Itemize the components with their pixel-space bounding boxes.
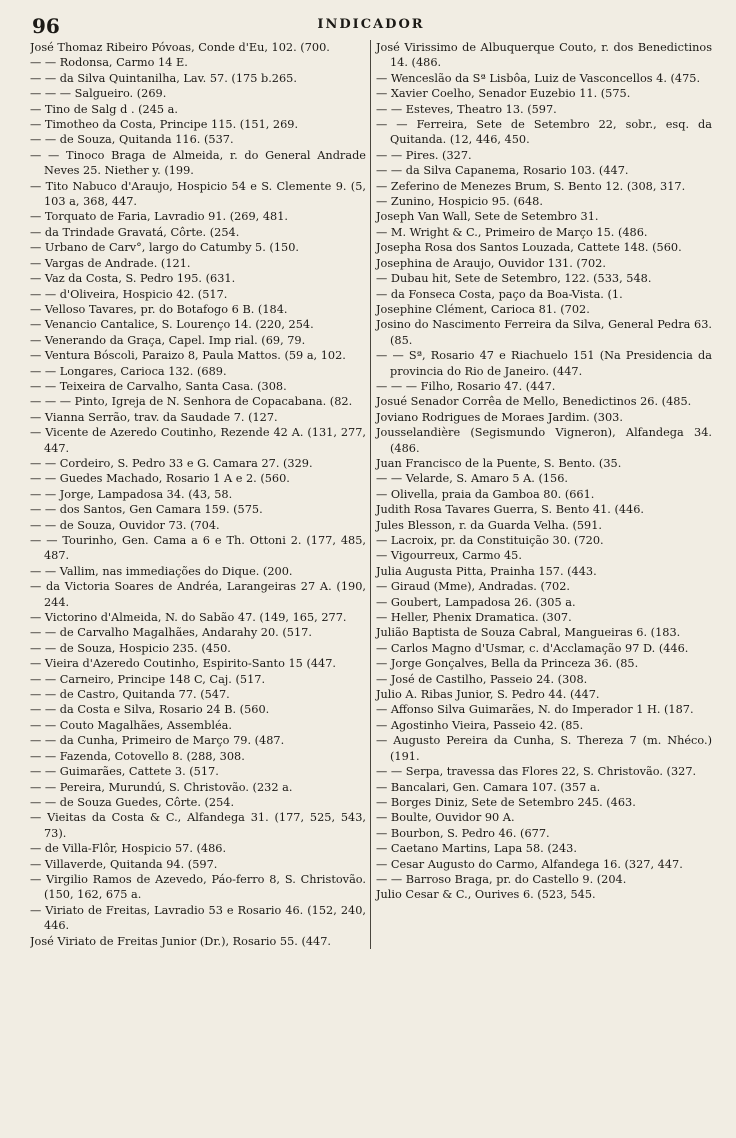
directory-entry: — Wenceslão da Sª Lisbôa, Luiz de Vasconcellos 4. (475. bbox=[376, 71, 701, 85]
directory-entry: — Velloso Tavares, pr. do Botafogo 6 B. (184. bbox=[30, 302, 288, 316]
directory-entry: — Affonso Silva Guimarães, N. do Imperador 1 H. (187. bbox=[376, 703, 694, 717]
directory-entry: — — Teixeira de Carvalho, Santa Casa. (308. bbox=[30, 379, 287, 393]
directory-entry: — Augusto Pereira da Cunha, S. Thereza 7 (m. Nhéco.) (191. bbox=[376, 734, 712, 763]
directory-entry: Julião Baptista de Souza Cabral, Mangueiras 6. (183. bbox=[376, 626, 681, 640]
directory-entry: — — Rodonsa, Carmo 14 E. bbox=[30, 56, 188, 70]
directory-columns bbox=[30, 40, 712, 949]
directory-entry: — — Guedes Machado, Rosario 1 A e 2. (560. bbox=[30, 472, 290, 486]
directory-entry: — — — Pinto, Igreja de N. Senhora de Copacabana. (82. bbox=[30, 395, 353, 409]
directory-entry: — Urbano de Carv°, largo do Catumby 5. (150. bbox=[30, 241, 299, 255]
directory-entry: — Goubert, Lampadosa 26. (305 a. bbox=[376, 595, 576, 609]
directory-entry: — Vigourreux, Carmo 45. bbox=[376, 549, 522, 563]
directory-entry: — — Barroso Braga, pr. do Castello 9. (204. bbox=[376, 872, 627, 886]
directory-entry: José Virissimo de Albuquerque Couto, r. dos Benedictinos 14. (486. bbox=[376, 41, 712, 70]
directory-entry: — — de Souza, Ouvidor 73. (704. bbox=[30, 518, 220, 532]
directory-entry: — Caetano Martins, Lapa 58. (243. bbox=[376, 842, 577, 856]
directory-entry: — Dubau hit, Sete de Setembro, 122. (533, 548. bbox=[376, 272, 652, 286]
directory-entry: — Bancalari, Gen. Camara 107. (357 a. bbox=[376, 780, 601, 794]
directory-entry: — — Fazenda, Cotovello 8. (288, 308. bbox=[30, 749, 245, 763]
directory-entry: Joseph Van Wall, Sete de Setembro 31. bbox=[376, 210, 599, 224]
directory-entry: — — da Silva Quintanilha, Lav. 57. (175 b.265. bbox=[30, 71, 297, 85]
directory-entry: — da Fonseca Costa, paço da Boa-Vista. (1. bbox=[376, 287, 623, 301]
directory-entry: — Virgilio Ramos de Azevedo, Páo-ferro 8, S. Christovão. (150, 162, 675 a. bbox=[30, 872, 366, 902]
directory-entry: — — Vallim, nas immediações do Dique. (200. bbox=[30, 564, 293, 578]
directory-entry: Josué Senador Corrêa de Mello, Benedictinos 26. (485. bbox=[376, 395, 692, 409]
directory-entry: — — de Souza, Hospicio 235. (450. bbox=[30, 641, 231, 655]
directory-entry: Josepha Rosa dos Santos Louzada, Cattete 148. (560. bbox=[376, 241, 682, 255]
directory-entry: — José de Castilho, Passeio 24. (308. bbox=[376, 672, 588, 686]
directory-entry: — Giraud (Mme), Andradas. (702. bbox=[376, 580, 571, 594]
directory-entry: — — — Salgueiro. (269. bbox=[30, 87, 167, 101]
directory-entry: — Ventura Bóscoli, Paraizo 8, Paula Mattos. (59 a, 102. bbox=[30, 349, 346, 363]
directory-entry: — — d'Oliveira, Hospicio 42. (517. bbox=[30, 287, 228, 301]
directory-entry: — Tino de Salg d . (245 a. bbox=[30, 102, 179, 116]
directory-entry: — Venancio Cantalice, S. Lourenço 14. (220, 254. bbox=[30, 318, 314, 332]
directory-entry: Josino do Nascimento Ferreira da Silva, General Pedra 63. (85. bbox=[376, 318, 712, 347]
directory-entry: — Villaverde, Quitanda 94. (597. bbox=[30, 857, 218, 871]
directory-entry: — Viriato de Freitas, Lavradio 53 e Rosario 46. (152, 240, 446. bbox=[30, 903, 366, 933]
directory-entry: — Venerando da Graça, Capel. Imp rial. (69, 79. bbox=[30, 333, 306, 347]
directory-entry: — Vaz da Costa, S. Pedro 195. (631. bbox=[30, 272, 236, 286]
directory-entry: — Timotheo da Costa, Principe 115. (151, 269. bbox=[30, 118, 299, 132]
directory-entry: — Boulte, Ouvidor 90 A. bbox=[376, 811, 515, 825]
directory-entry: — — — Filho, Rosario 47. (447. bbox=[376, 379, 556, 393]
directory-entry: — Zunino, Hospicio 95. (648. bbox=[376, 195, 543, 209]
directory-entry: — Xavier Coelho, Senador Euzebio 11. (575. bbox=[376, 87, 631, 101]
running-head: INDICADOR bbox=[317, 17, 425, 32]
directory-entry: Julio A. Ribas Junior, S. Pedro 44. (447. bbox=[376, 688, 600, 702]
directory-entry: — Lacroix, pr. da Constituição 30. (720. bbox=[376, 534, 604, 547]
directory-entry: — — da Silva Capanema, Rosario 103. (447. bbox=[376, 164, 629, 178]
page-header bbox=[30, 14, 712, 40]
directory-entry: José Viriato de Freitas Junior (Dr.), Rosario 55. (447. bbox=[30, 934, 332, 948]
directory-entry: — — Tinoco Braga de Almeida, r. do General Andrade Neves 25. Niether y. (199. bbox=[30, 148, 366, 178]
directory-entry: — — de Souza, Quitanda 116. (537. bbox=[30, 133, 234, 147]
directory-entry: — Torquato de Faria, Lavradio 91. (269, 481. bbox=[30, 210, 289, 224]
directory-entry: — Bourbon, S. Pedro 46. (677. bbox=[376, 826, 550, 840]
directory-entry: — Borges Diniz, Sete de Setembro 245. (463. bbox=[376, 795, 636, 809]
directory-entry: — — da Costa e Silva, Rosario 24 B. (560. bbox=[30, 703, 270, 717]
directory-entry: — Vargas de Andrade. (121. bbox=[30, 256, 191, 270]
directory-entry: — — Pires. (327. bbox=[376, 148, 472, 162]
directory-entry: — — Carneiro, Principe 148 C, Caj. (517. bbox=[30, 672, 266, 686]
directory-entry: Julia Augusta Pitta, Prainha 157. (443. bbox=[376, 564, 597, 578]
directory-entry: Judith Rosa Tavares Guerra, S. Bento 41. (446. bbox=[376, 503, 645, 517]
directory-entry: — — Ferreira, Sete de Setembro 22, sobr., esq. da Quitanda. (12, 446, 450. bbox=[376, 118, 712, 147]
directory-entry: — da Trindade Gravatá, Côrte. (254. bbox=[30, 225, 240, 239]
directory-entry: — — de Carvalho Magalhães, Andarahy 20. (517. bbox=[30, 626, 312, 640]
directory-entry: Josephina de Araujo, Ouvidor 131. (702. bbox=[376, 256, 606, 270]
directory-entry: — Jorge Gonçalves, Bella da Princeza 36. (85. bbox=[376, 657, 639, 671]
directory-entry: — — Couto Magalhães, Assembléa. bbox=[30, 718, 232, 732]
left-column bbox=[30, 40, 371, 949]
directory-entry: — Carlos Magno d'Usmar, c. d'Acclamação 97 D. (446. bbox=[376, 641, 689, 655]
directory-entry: — Heller, Phenix Dramatica. (307. bbox=[376, 611, 572, 625]
directory-entry: Julio Cesar & C., Ourives 6. (523, 545. bbox=[376, 888, 596, 902]
directory-entry: — — Serpa, travessa das Flores 22, S. Christovão. (327. bbox=[376, 765, 697, 779]
directory-entry: José Thomaz Ribeiro Póvoas, Conde d'Eu, 102. (700. bbox=[30, 41, 330, 54]
directory-entry: — Olivella, praia da Gamboa 80. (661. bbox=[376, 487, 595, 501]
directory-entry: — Tito Nabuco d'Araujo, Hospicio 54 e S. Clemente 9. (5, 103 a, 368, 447. bbox=[30, 179, 366, 209]
right-column bbox=[371, 40, 712, 949]
directory-entry: — Vianna Serrão, trav. da Saudade 7. (127. bbox=[30, 410, 278, 424]
directory-entry: — Agostinho Vieira, Passeio 42. (85. bbox=[376, 718, 584, 732]
directory-entry: — — da Cunha, Primeiro de Março 79. (487. bbox=[30, 734, 285, 748]
directory-entry: — — Esteves, Theatro 13. (597. bbox=[376, 102, 557, 116]
directory-entry: — — dos Santos, Gen Camara 159. (575. bbox=[30, 503, 263, 517]
directory-entry: — Cesar Augusto do Carmo, Alfandega 16. (327, 447. bbox=[376, 857, 683, 871]
directory-entry: — da Victoria Soares de Andréa, Larangeiras 27 A. (190, 244. bbox=[30, 580, 366, 609]
directory-entry: Josephine Clément, Carioca 81. (702. bbox=[376, 302, 590, 316]
directory-entry: — Vieitas da Costa & C., Alfandega 31. (177, 525, 543, 73). bbox=[30, 811, 366, 840]
directory-entry: — — Tourinho, Gen. Cama a 6 e Th. Ottoni 2. (177, 485, 487. bbox=[30, 534, 366, 563]
directory-entry: — — de Souza Guedes, Côrte. (254. bbox=[30, 795, 235, 809]
directory-entry: — de Villa-Flôr, Hospicio 57. (486. bbox=[30, 842, 227, 856]
directory-entry: Juan Francisco de la Puente, S. Bento. (35. bbox=[376, 456, 622, 470]
page-number: 96 bbox=[32, 14, 60, 38]
directory-entry: — — Cordeiro, S. Pedro 33 e G. Camara 27. (329. bbox=[30, 456, 313, 470]
directory-entry: — Victorino d'Almeida, N. do Sabão 47. (149, 165, 277. bbox=[30, 611, 347, 625]
directory-entry: — — Pereira, Murundú, S. Christovão. (232 a. bbox=[30, 780, 293, 794]
directory-entry: — — Guimarães, Cattete 3. (517. bbox=[30, 765, 219, 779]
directory-entry: Jules Blesson, r. da Guarda Velha. (591. bbox=[376, 518, 603, 532]
directory-entry: — Zeferino de Menezes Brum, S. Bento 12. (308, 317. bbox=[376, 179, 686, 193]
directory-entry: — — Velarde, S. Amaro 5 A. (156. bbox=[376, 472, 569, 486]
directory-entry: — M. Wright & C., Primeiro de Março 15. (486. bbox=[376, 225, 648, 239]
directory-entry: — — Jorge, Lampadosa 34. (43, 58. bbox=[30, 487, 233, 501]
directory-entry: — — Sª, Rosario 47 e Riachuelo 151 (Na Presidencia da provincia do Rio de Janeiro. (447. bbox=[376, 349, 712, 378]
directory-entry: — — de Castro, Quitanda 77. (547. bbox=[30, 688, 230, 702]
directory-entry: Jousselandière (Segismundo Vigneron), Alfandega 34. (486. bbox=[376, 426, 712, 455]
directory-entry: — Vicente de Azeredo Coutinho, Rezende 42 A. (131, 277, 447. bbox=[30, 426, 366, 455]
directory-entry: — Vieira d'Azeredo Coutinho, Espirito-Santo 15 (447. bbox=[30, 657, 337, 671]
directory-entry: Joviano Rodrigues de Moraes Jardim. (303. bbox=[376, 410, 623, 424]
directory-entry: — — Longares, Carioca 132. (689. bbox=[30, 364, 227, 378]
